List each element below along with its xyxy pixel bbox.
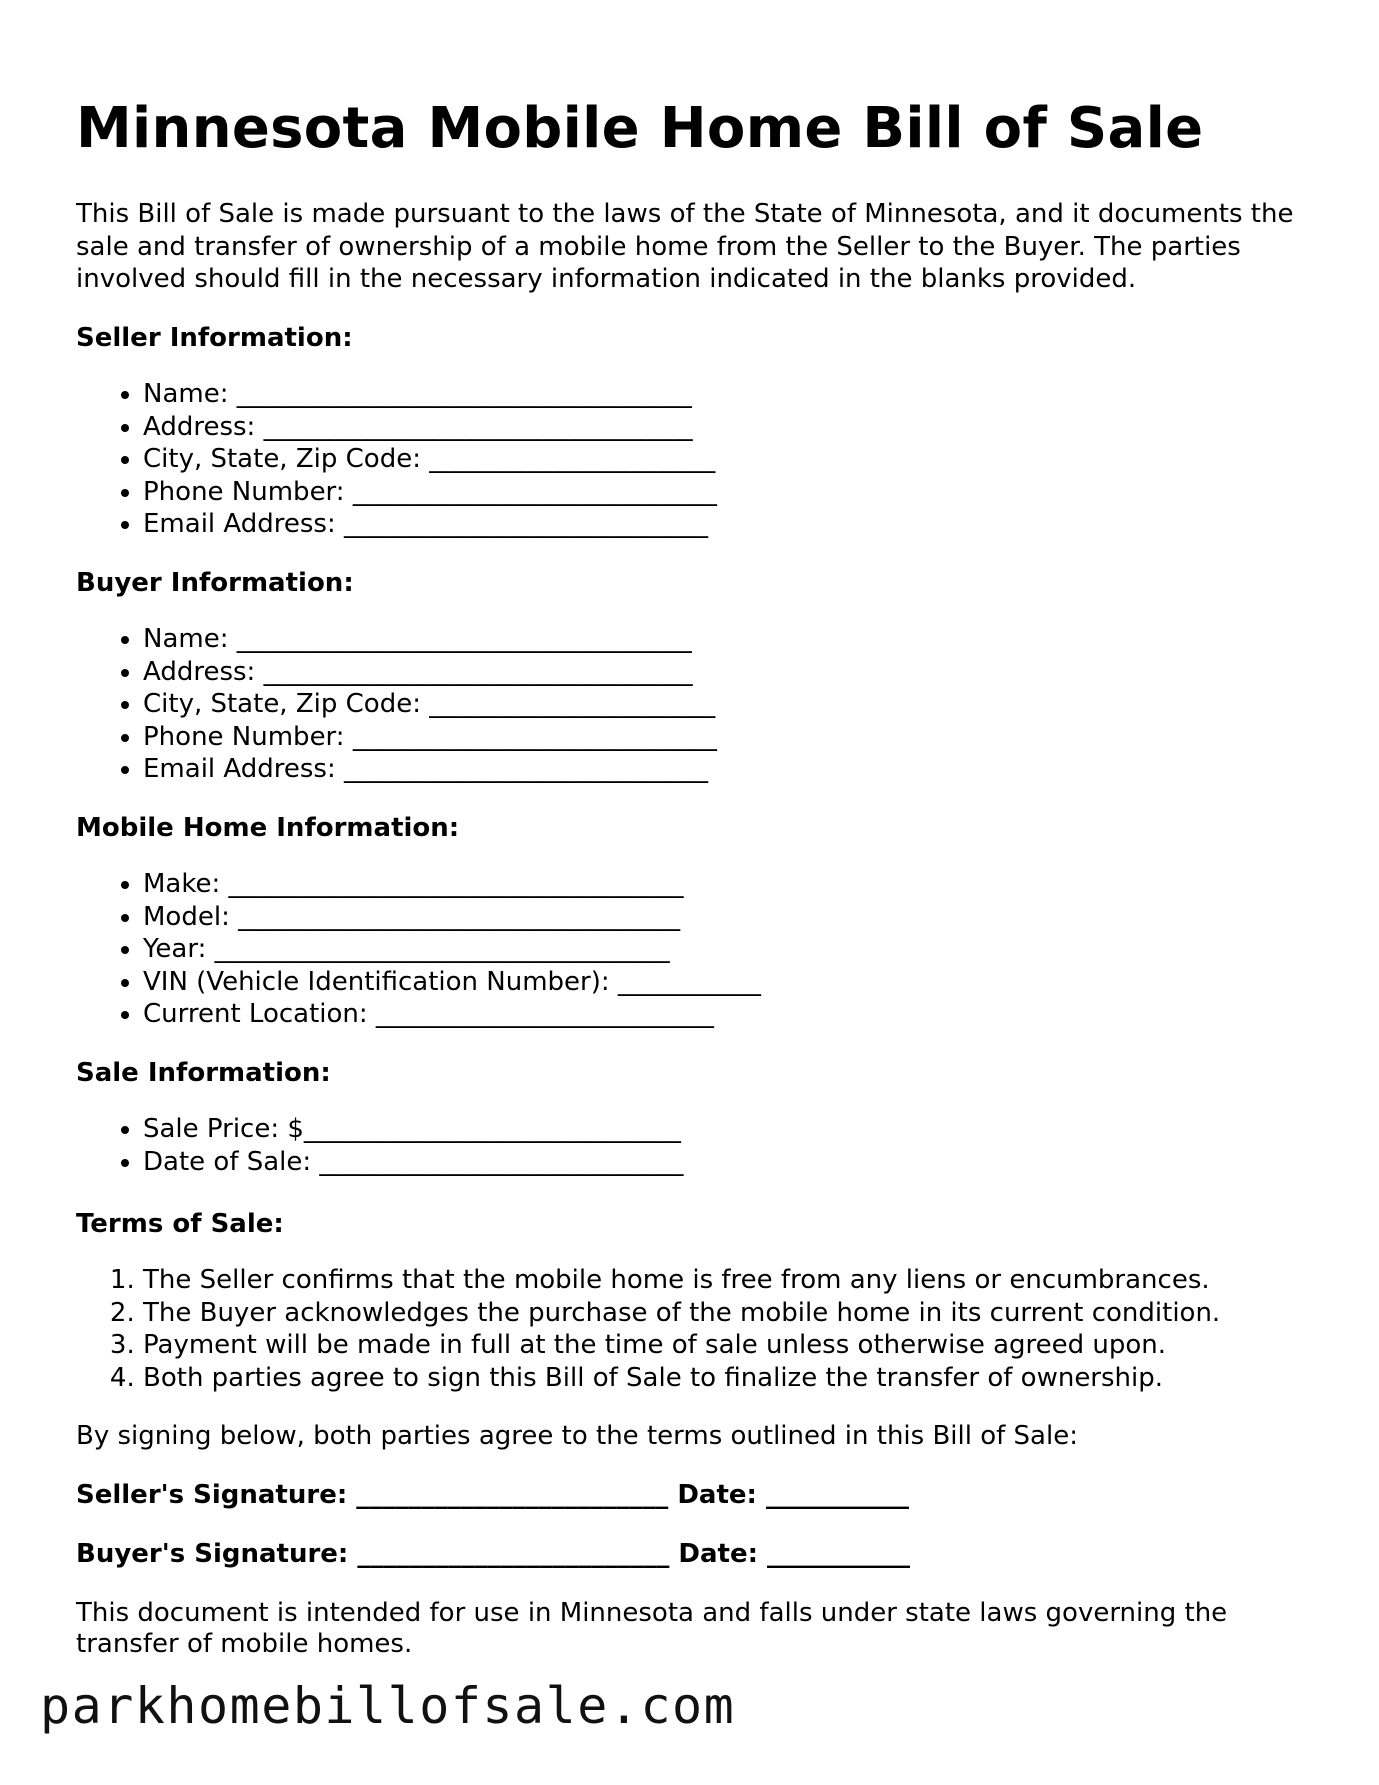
sale-information-section [76, 1057, 1316, 1178]
buyer-information-section [76, 567, 1316, 786]
terms-of-sale-heading: Terms of Sale: [76, 1209, 284, 1239]
buyer-information-heading: Buyer Information: [76, 568, 354, 598]
mobile-home-year-field[interactable]: • Year: ___________________________________ [143, 933, 1316, 966]
seller-address-field[interactable]: • Address: _________________________________ [143, 411, 1316, 444]
seller-city-state-zip-field[interactable]: • City, State, Zip Code: ______________________ [143, 443, 1316, 476]
seller-phone-field[interactable]: • Phone Number: ____________________________ [143, 476, 1316, 509]
term-item: 2. The Buyer acknowledges the purchase of the mobile home in its current condition. [143, 1297, 1316, 1330]
closing-statement: By signing below, both parties agree to the terms outlined in this Bill of Sale: [76, 1421, 1078, 1451]
buyer-city-state-zip-field[interactable]: • City, State, Zip Code: ______________________ [143, 688, 1316, 721]
term-item: 3. Payment will be made in full at the time of sale unless otherwise agreed upon. [143, 1329, 1316, 1362]
seller-email-field[interactable]: • Email Address: ____________________________ [143, 508, 1316, 541]
term-item: 4. Both parties agree to sign this Bill of Sale to finalize the transfer of ownership. [143, 1362, 1316, 1395]
footer-note: This document is intended for use in Minnesota and falls under state laws governing the transfer of mobile homes. [76, 1598, 1228, 1659]
date-of-sale-field[interactable]: • Date of Sale: ____________________________ [143, 1146, 1316, 1179]
buyer-email-field[interactable]: • Email Address: ____________________________ [143, 753, 1316, 786]
mobile-home-information-list [76, 868, 1316, 1031]
seller-information-section [76, 322, 1316, 541]
buyer-information-list [76, 623, 1316, 786]
seller-name-field[interactable]: • Name: ___________________________________ [143, 378, 1316, 411]
buyer-address-field[interactable]: • Address: _________________________________ [143, 656, 1316, 689]
seller-information-list [76, 378, 1316, 541]
mobile-home-location-field[interactable]: • Current Location: __________________________ [143, 998, 1316, 1031]
intro-paragraph: This Bill of Sale is made pursuant to the laws of the State of Minnesota, and it documents the sale and transfer of ownership of a mobile home from the Seller to the Buyer. The parties involved should fill in the necessary information indicated in the blanks provided. [76, 199, 1294, 294]
terms-of-sale-section [76, 1208, 1316, 1394]
terms-of-sale-list [76, 1264, 1316, 1394]
buyer-phone-field[interactable]: • Phone Number: ____________________________ [143, 721, 1316, 754]
buyer-name-field[interactable]: • Name: ___________________________________ [143, 623, 1316, 656]
mobile-home-information-heading: Mobile Home Information: [76, 813, 460, 843]
mobile-home-information-section [76, 812, 1316, 1031]
document-title: Minnesota Mobile Home Bill of Sale [76, 96, 1204, 161]
mobile-home-make-field[interactable]: • Make: ___________________________________ [143, 868, 1316, 901]
sale-price-field[interactable]: • Sale Price: $_____________________________ [143, 1113, 1316, 1146]
term-item: 1. The Seller confirms that the mobile home is free from any liens or encumbrances. [143, 1264, 1316, 1297]
seller-information-heading: Seller Information: [76, 323, 353, 353]
buyer-signature-line[interactable]: Buyer's Signature: ________________________ Date: ___________ [76, 1539, 911, 1569]
watermark: parkhomebillofsale.com [40, 1677, 736, 1735]
mobile-home-vin-field[interactable]: • VIN (Vehicle Identification Number): ___________ [143, 966, 1316, 999]
mobile-home-model-field[interactable]: • Model: __________________________________ [143, 901, 1316, 934]
sale-information-list [76, 1113, 1316, 1178]
sale-information-heading: Sale Information: [76, 1058, 331, 1088]
seller-signature-line[interactable]: Seller's Signature: ________________________ Date: ___________ [76, 1480, 909, 1510]
